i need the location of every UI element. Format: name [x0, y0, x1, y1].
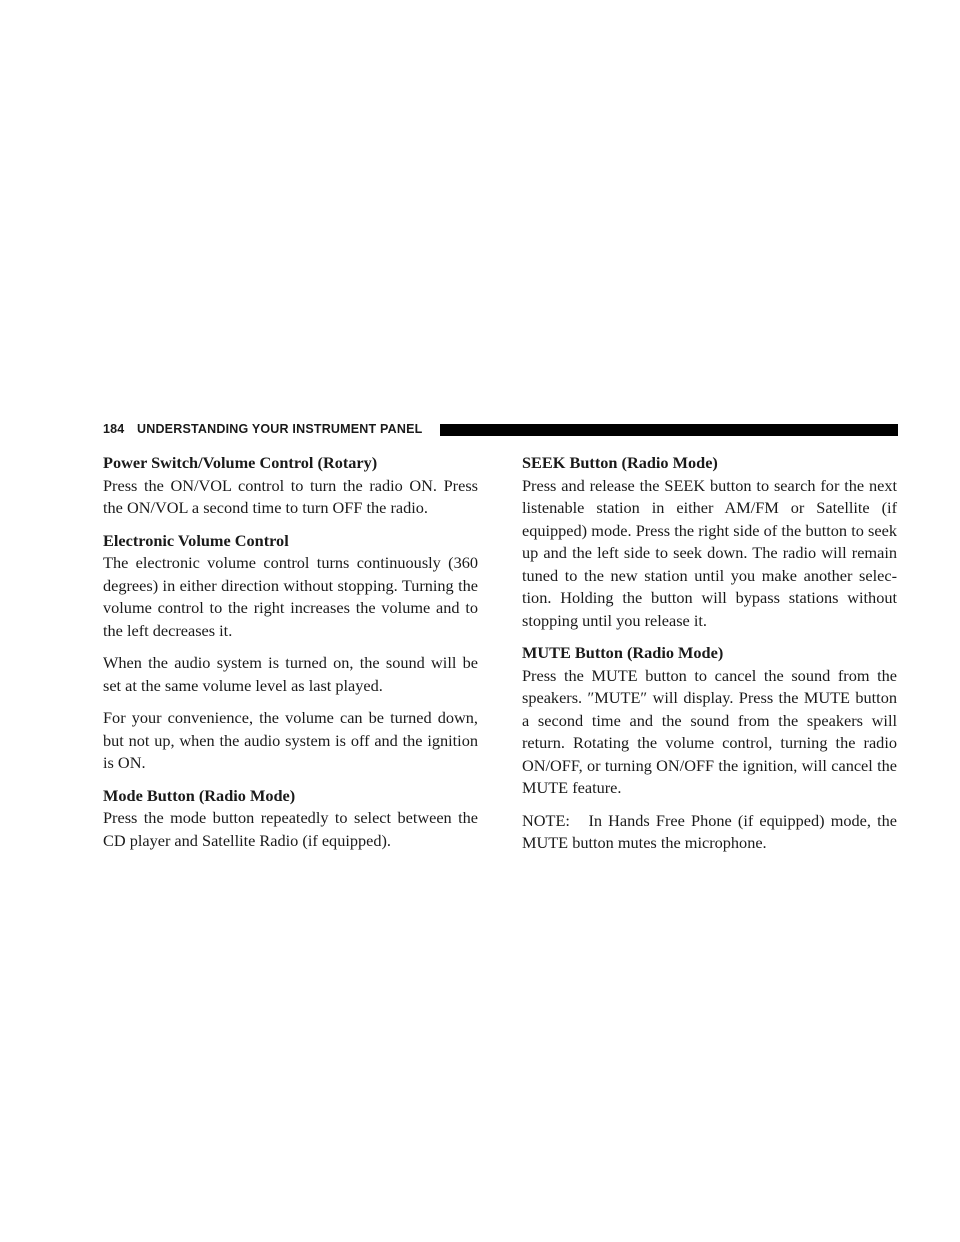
electronic-volume-text: The electronic volume control turns continuously (360 degrees) in either direction without stopping. Turning the volume control to the right increases the volume and to the left decreases it. [103, 553, 478, 640]
mode-button-heading: Mode Button (Radio Mode) [103, 785, 296, 805]
mode-button-text: Press the mode button repeatedly to select between the CD player and Satellite Radio (if equipped). [103, 808, 478, 850]
seek-button-heading: SEEK Button (Radio Mode) [522, 453, 718, 472]
page-number: 184 [103, 422, 125, 436]
electronic-volume-heading: Electronic Volume Control [103, 530, 289, 550]
section-title: UNDERSTANDING YOUR INSTRUMENT PANEL [137, 422, 423, 436]
right-column [522, 452, 897, 855]
note-paragraph [522, 810, 897, 855]
power-switch-text: Press the ON/VOL control to turn the radio ON. Press the ON/VOL a second time to turn OFF the radio. [103, 475, 478, 517]
same-volume-paragraph: When the audio system is turned on, the sound will be set at the same volume level as last played. [103, 653, 478, 695]
left-column [103, 452, 478, 852]
mute-button-text: Press the MUTE button to cancel the sound from the speakers. ″MUTE″ will display. Press the MUTE button a second time and the sound from the speakers will return. Rotating the volume control, turning the radio ON/OFF, or turning ON/OFF the ignition, will cancel the MUTE feature. [522, 665, 897, 797]
seek-button-text: Press and release the SEEK button to search for the next listenable station in either AM/FM or Satellite (if equipped) mode. Press the right side of the button to seek up and the left side to seek down. The radio will remain tuned to the new station until you make another selec- tion. Holding the button will bypass stations without stopping until you release it. [522, 475, 897, 630]
convenience-paragraph: For your convenience, the volume can be turned down, but not up, when the audio system is off and the ignition is ON. [103, 708, 478, 772]
header-rule-bar [440, 424, 898, 436]
note-text: In Hands Free Phone (if equipped) mode, the MUTE button mutes the microphone. [522, 810, 897, 852]
page-header [103, 419, 898, 443]
note-label: NOTE: [522, 810, 570, 830]
mute-button-heading: MUTE Button (Radio Mode) [522, 643, 724, 662]
power-switch-heading: Power Switch/Volume Control (Rotary) [103, 453, 378, 472]
